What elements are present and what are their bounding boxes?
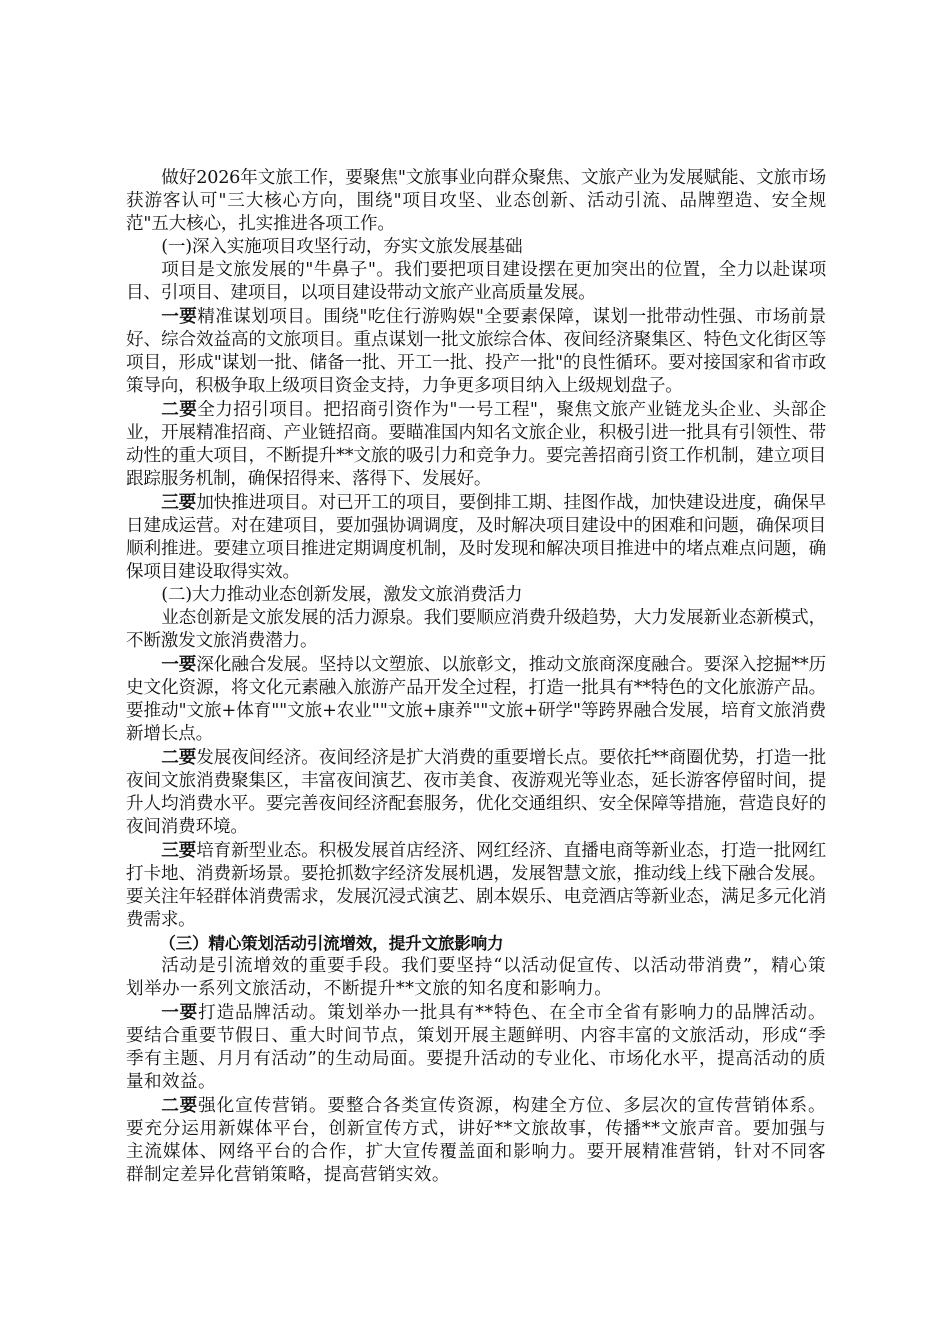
section-3-paragraph: 活动是引流增效的重要手段。我们要坚持“以活动促宣传、以活动带消费”，精心策划举办一系列文旅活动，不断提升**文旅的知名度和影响力。 <box>126 956 826 999</box>
item-text: 加快推进项目。对已开工的项目，要倒排工期、挂图作战，加快建设进度，确保早日建成运营。对在建项目，要加强协调调度，及时解决项目建设中的困难和问题，确保项目顺利推进。要建立项目推进定期调度机制，及时发现和解决项目推进中的堵点难点问题，确保项目建设取得实效。 <box>126 493 826 582</box>
intro-paragraph: 做好2026年文旅工作，要聚焦"文旅事业向群众聚焦、文旅产业为发展赋能、文旅市场获游客认可"三大核心方向，围绕"项目攻坚、业态创新、活动引流、品牌塑造、安全规范"五大核心，扎实推进各项工作。 <box>126 168 826 234</box>
item-lead: 二要 <box>161 747 197 768</box>
item-lead: 三要 <box>161 840 197 861</box>
item-lead: 三要 <box>161 492 197 513</box>
section-1-paragraph: 项目是文旅发展的"牛鼻子"。我们要把项目建设摆在更加突出的位置，全力以赴谋项目、引项目、建项目，以项目建设带动文旅产业高质量发展。 <box>126 260 826 303</box>
section-1-heading: (一)深入实施项目攻坚行动，夯实文旅发展基础 <box>161 237 523 257</box>
item-text: 精准谋划项目。围绕"吃住行游购娱"全要素保障，谋划一批带动性强、市场前景好、综合效益高的文旅项目。重点谋划一批文旅综合体、夜间经济聚集区、特色文化街区等项目，形成"谋划一批、储备一批、开工一批、投产一批"的良性循环。要对接国家和省市政策导向，积极争取上级项目资金支持，力争更多项目纳入上级规划盘子。 <box>126 307 826 396</box>
section-1-item-3 <box>126 491 826 584</box>
document-body <box>126 167 826 1187</box>
item-text: 打造品牌活动。策划举办一批具有**特色、在全市全省有影响力的品牌活动。要结合重要节假日、重大时间节点，策划开展主题鲜明、内容丰富的文旅活动，形成“季季有主题、月月有活动”的生动局面。要提升活动的专业化、市场化水平，提高活动的质量和效益。 <box>126 1003 826 1092</box>
item-text: 培育新型业态。积极发展首店经济、网红经济、直播电商等新业态，打造一批网红打卡地、消费新场景。要抢抓数字经济发展机遇，发展智慧文旅，推动线上线下融合发展。要关注年轻群体消费需求，发展沉浸式演艺、剧本娱乐、电竞酒店等新业态，满足多元化消费需求。 <box>126 841 826 930</box>
section-2-item-3 <box>126 839 826 932</box>
item-text: 发展夜间经济。夜间经济是扩大消费的重要增长点。要依托**商圈优势，打造一批夜间文旅消费聚集区，丰富夜间演艺、夜市美食、夜游观光等业态，延长游客停留时间，提升人均消费水平。要完善夜间经济配套服务，优化交通组织、安全保障等措施，营造良好的夜间消费环境。 <box>126 748 826 837</box>
section-3-item-1 <box>126 1001 826 1094</box>
item-lead: 二要 <box>161 1095 199 1116</box>
section-2-heading: (二)大力推动业态创新发展，激发文旅消费活力 <box>161 585 523 605</box>
section-2-item-1 <box>126 653 826 746</box>
item-text: 全力招引项目。把招商引资作为"一号工程"，聚焦文旅产业链龙头企业、头部企业，开展精准招商、产业链招商。要瞄准国内知名文旅企业，积极引进一批具有引领性、带动性的重大项目，不断提升**文旅的吸引力和竞争力。要完善招商引资工作机制，建立项目跟踪服务机制，确保招得来、落得下、发展好。 <box>126 400 826 489</box>
item-lead: 一要 <box>161 306 198 327</box>
item-lead: 一要 <box>161 1002 199 1023</box>
section-2-item-2 <box>126 746 826 839</box>
item-text: 强化宣传营销。要整合各类宣传资源，构建全方位、多层次的宣传营销体系。要充分运用新媒体平台，创新宣传方式，讲好**文旅故事，传播**文旅声音。要加强与主流媒体、网络平台的合作，扩大宣传覆盖面和影响力。要开展精准营销，针对不同客群制定差异化营销策略，提高营销实效。 <box>126 1096 826 1185</box>
section-1-item-1 <box>126 305 826 398</box>
section-3-item-2 <box>126 1094 826 1187</box>
item-lead: 二要 <box>161 399 198 420</box>
item-lead: 一要 <box>161 654 197 675</box>
section-1-item-2 <box>126 398 826 491</box>
item-text: 深化融合发展。坚持以文塑旅、以旅彰文，推动文旅商深度融合。要深入挖掘**历史文化资源，将文化元素融入旅游产品开发全过程，打造一批具有**特色的文化旅游产品。要推动"文旅+体育""文旅+农业""文旅+康养""文旅+研学"等跨界融合发展，培育文旅消费新增长点。 <box>126 655 826 744</box>
section-3-heading: （三）精心策划活动引流增效，提升文旅影响力 <box>159 934 504 953</box>
section-2-paragraph: 业态创新是文旅发展的活力源泉。我们要顺应消费升级趋势，大力发展新业态新模式，不断激发文旅消费潜力。 <box>126 608 826 651</box>
